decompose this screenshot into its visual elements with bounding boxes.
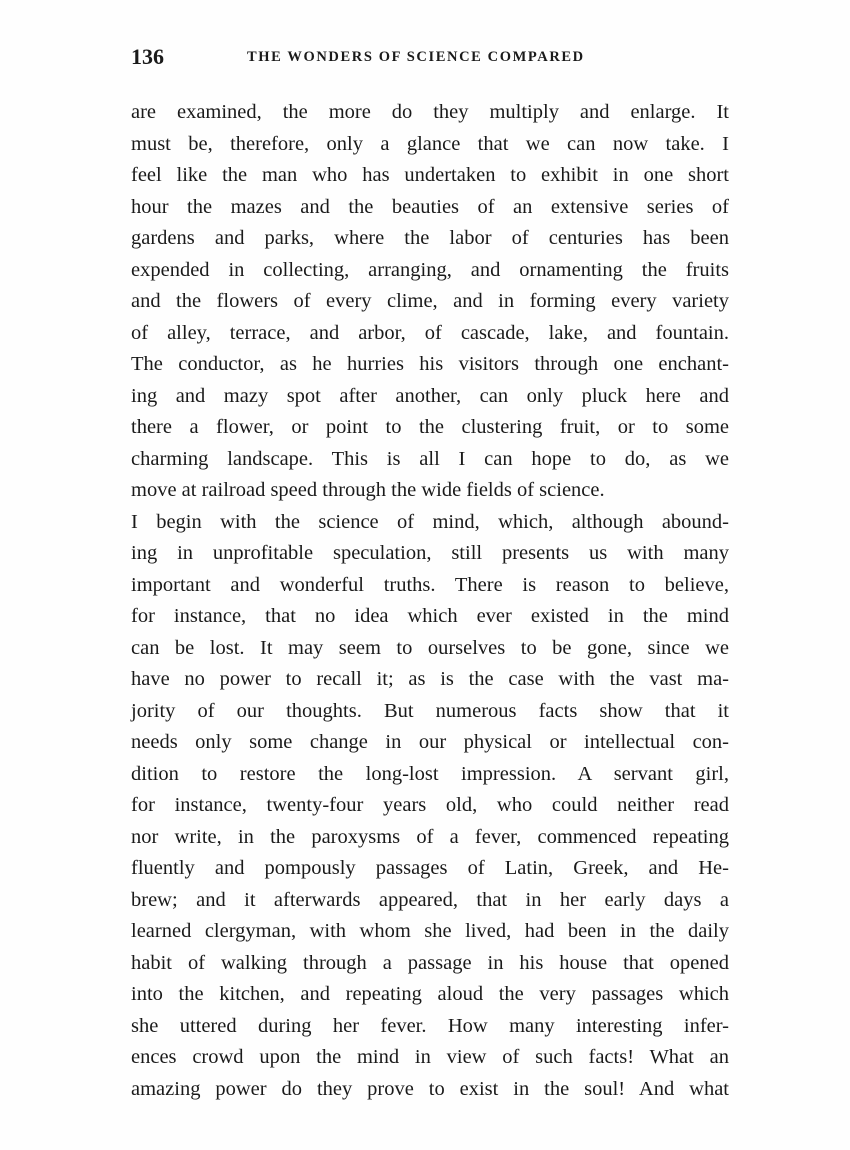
text-line: The conductor, as he hurries his visitors through one enchant-: [131, 353, 729, 375]
text-line: ing and mazy spot after another, can only pluck here and: [131, 384, 729, 407]
text-line: amazing power do they prove to exist in the soul! And what: [131, 1077, 729, 1100]
text-line: learned clergyman, with whom she lived, had been in the daily: [131, 920, 729, 942]
text-line: jority of our thoughts. But numerous facts show that it: [131, 699, 729, 722]
text-line: for instance, that no idea which ever existed in the mind: [131, 605, 729, 627]
text-line: have no power to recall it; as is the case with the vast ma-: [131, 668, 729, 690]
paragraph-2: [131, 507, 729, 1106]
text-line: needs only some change in our physical or intellectual con-: [131, 731, 729, 753]
text-line: are examined, the more do they multiply and enlarge. It: [131, 101, 729, 123]
text-line: ences crowd upon the mind in view of such facts! What an: [131, 1046, 729, 1068]
text-line: she uttered during her fever. How many interesting infer-: [131, 1014, 729, 1037]
text-line: there a flower, or point to the clustering fruit, or to some: [131, 416, 729, 438]
text-line: for instance, twenty-four years old, who could neither read: [131, 794, 729, 816]
text-line: of alley, terrace, and arbor, of cascade, lake, and fountain.: [131, 321, 729, 344]
text-line: move at railroad speed through the wide fields of science.: [131, 479, 605, 501]
text-line: can be lost. It may seem to ourselves to be gone, since we: [131, 636, 729, 659]
text-line: hour the mazes and the beauties of an extensive series of: [131, 195, 729, 218]
text-line: charming landscape. This is all I can hope to do, as we: [131, 447, 729, 470]
text-line: brew; and it afterwards appeared, that in her early days a: [131, 888, 729, 911]
text-line: into the kitchen, and repeating aloud the very passages which: [131, 983, 729, 1005]
text-line: and the flowers of every clime, and in forming every variety: [131, 290, 729, 312]
text-line: feel like the man who has undertaken to exhibit in one short: [131, 164, 729, 186]
body-text: [131, 97, 729, 1105]
text-line: fluently and pompously passages of Latin, Greek, and He-: [131, 857, 729, 879]
text-line: ing in unprofitable speculation, still presents us with many: [131, 542, 729, 564]
text-line: important and wonderful truths. There is reason to believe,: [131, 573, 729, 596]
running-head: [131, 44, 731, 74]
page-number: 136: [131, 44, 164, 69]
text-line: gardens and parks, where the labor of centuries has been: [131, 227, 729, 249]
text-line: I begin with the science of mind, which, although abound-: [131, 510, 729, 533]
text-line: dition to restore the long-lost impression. A servant girl,: [131, 762, 729, 785]
running-title: THE WONDERS OF SCIENCE COMPARED: [247, 49, 585, 65]
text-line: expended in collecting, arranging, and ornamenting the fruits: [131, 258, 729, 281]
text-line: habit of walking through a passage in his house that opened: [131, 951, 729, 974]
paragraph-1: [131, 97, 729, 507]
text-line: nor write, in the paroxysms of a fever, commenced repeating: [131, 825, 729, 848]
text-line: must be, therefore, only a glance that we can now take. I: [131, 132, 729, 155]
